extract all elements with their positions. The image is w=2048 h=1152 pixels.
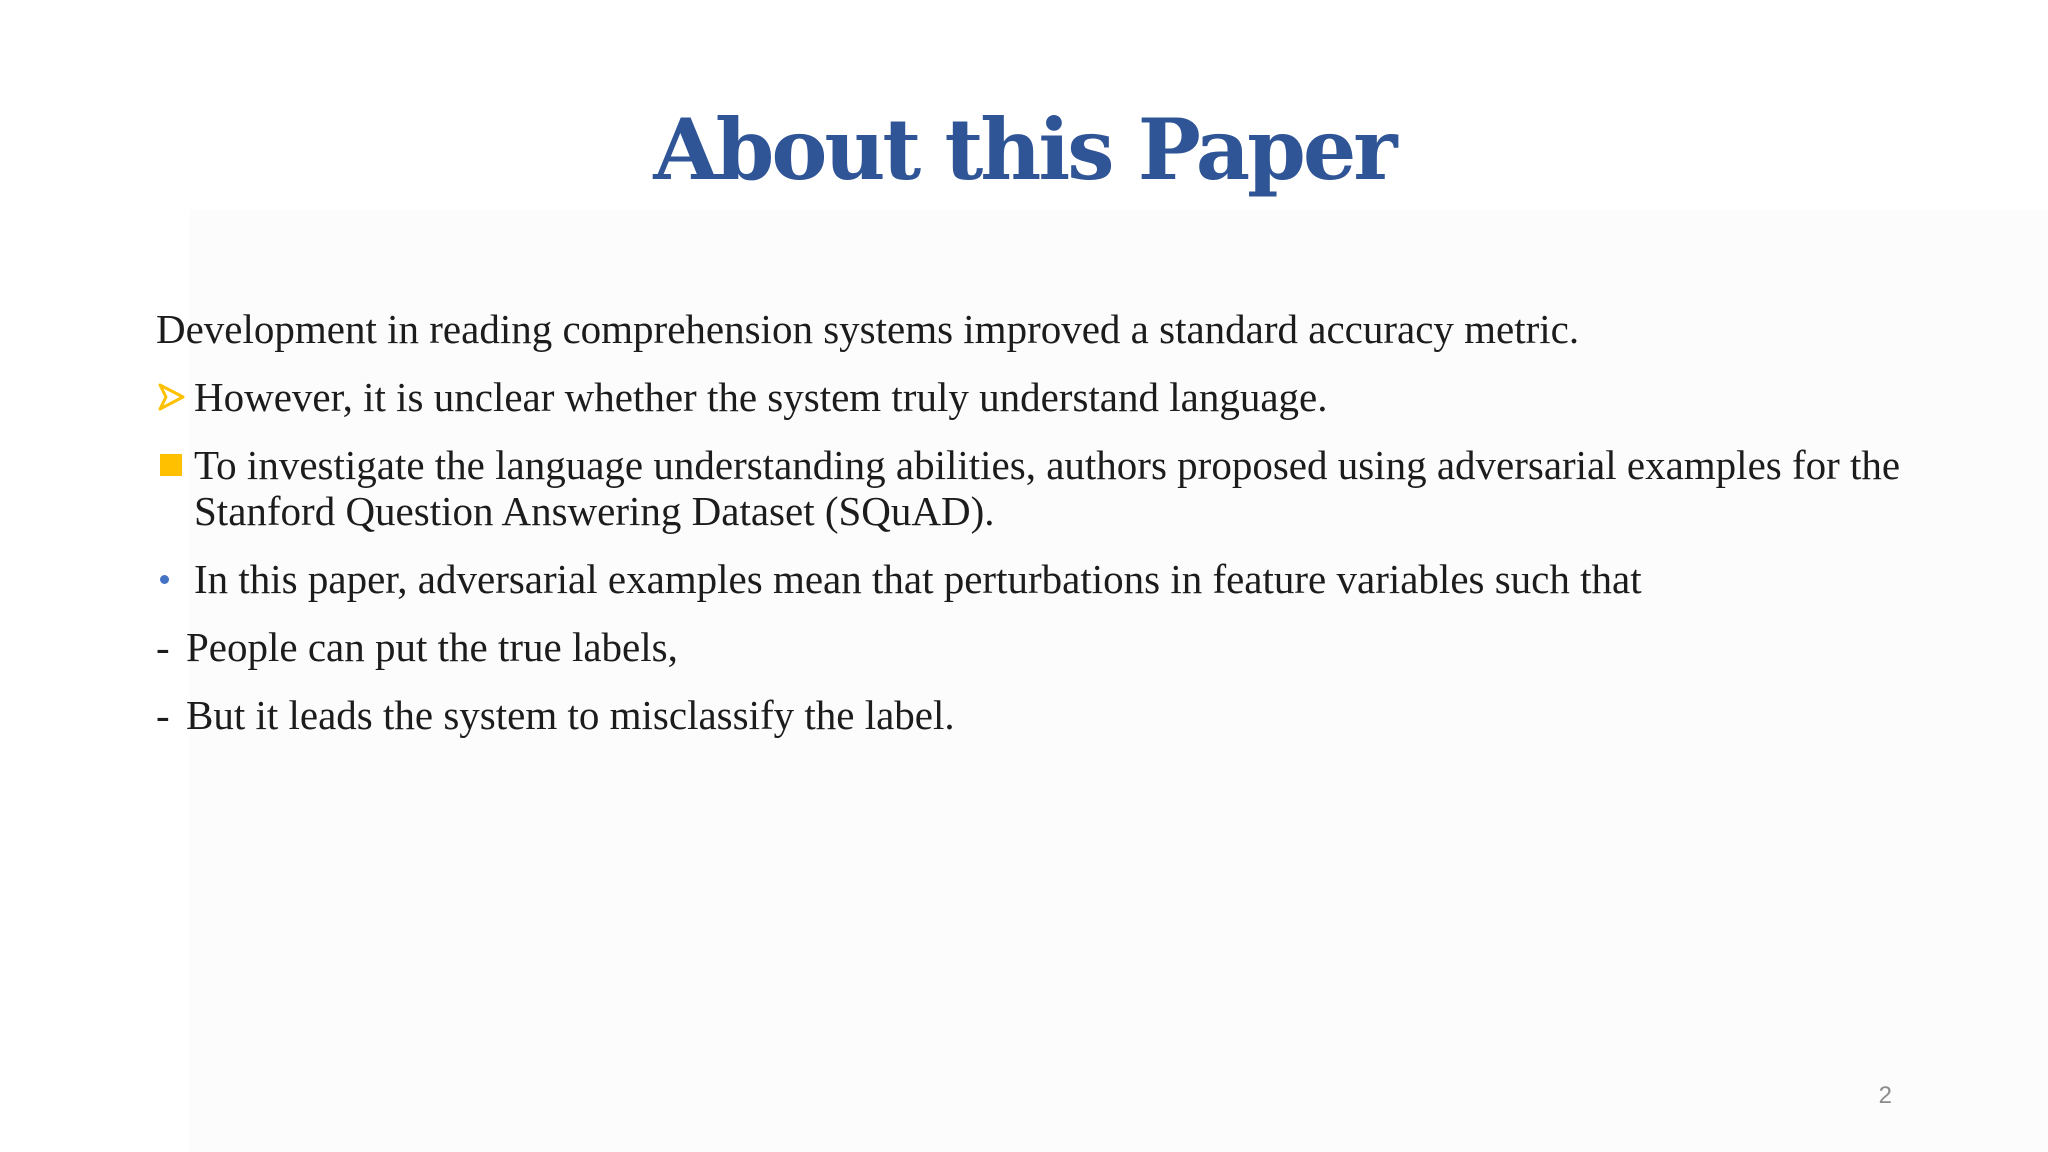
dash-marker: -: [156, 692, 170, 738]
square-bullet-line: [156, 442, 1916, 534]
dot-bullet-icon: [156, 556, 194, 602]
slide-title: About this Paper: [653, 100, 1395, 199]
arrow-bullet-line: [156, 374, 1916, 420]
line-text: Development in reading comprehension systems improved a standard accuracy metric.: [156, 306, 1580, 352]
slide-body: [156, 306, 1916, 760]
line-text: But it leads the system to misclassify the label.: [186, 692, 955, 738]
line-text: However, it is unclear whether the system truly understand language.: [194, 374, 1328, 420]
line-text: To investigate the language understanding abilities, authors proposed using adversarial examples for the Stanford Question Answering Dataset (SQuAD).: [194, 442, 1901, 534]
square-bullet-icon: [156, 442, 194, 488]
page-number: 2: [1878, 1082, 1892, 1109]
arrow-bullet-icon: [156, 374, 194, 420]
line-text: In this paper, adversarial examples mean that perturbations in feature variables such that: [194, 556, 1642, 602]
dash-line: [156, 692, 1916, 738]
dot-bullet-line: [156, 556, 1916, 602]
dash-line: [156, 624, 1916, 670]
paragraph-line: [156, 306, 1916, 352]
dash-marker: -: [156, 624, 170, 670]
line-text: People can put the true labels,: [186, 624, 678, 670]
